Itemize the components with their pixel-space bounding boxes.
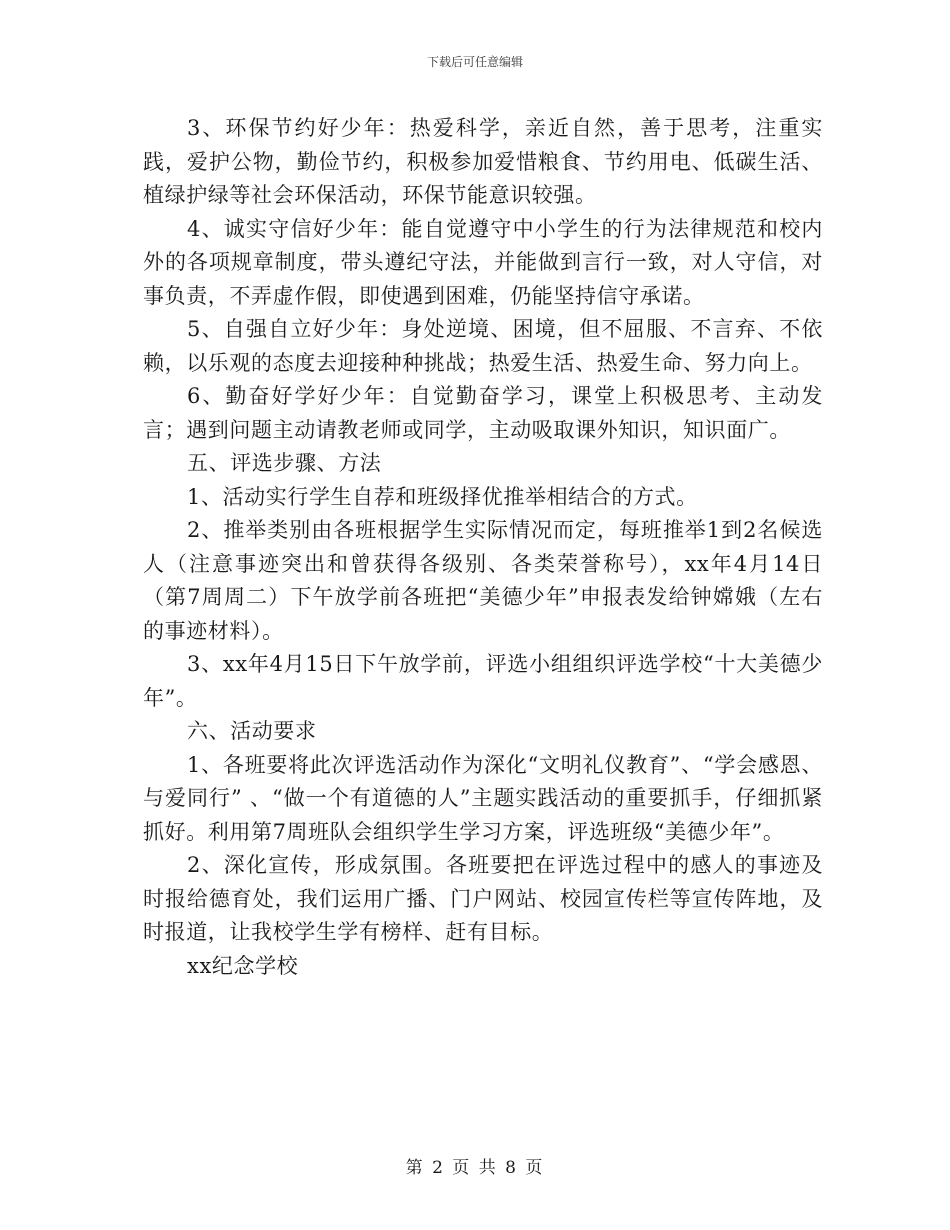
page-indicator: 第 2 页 共 8 页 <box>405 1158 545 1178</box>
section-heading-6: 六、活动要求 <box>187 719 317 743</box>
paragraph-criteria-3: 3、环保节约好少年：热爱科学，亲近自然，善于思考，注重实践，爱护公物，勤俭节约，积极参加爱惜粮食、节约用电、低碳生活、植绿护绿等社会环保活动，环保节能意识较强。 <box>143 116 823 207</box>
section-heading-5: 五、评选步骤、方法 <box>187 451 382 475</box>
document-body <box>143 112 823 983</box>
signature-school: xx纪念学校 <box>187 953 299 978</box>
paragraph-criteria-4: 4、诚实守信好少年：能自觉遵守中小学生的行为法律规范和校内外的各项规章制度，带头遵纪守法，并能做到言行一致，对人守信，对事负责，不弄虚作假，即使遇到困难，仍能坚持信守承诺。 <box>143 216 823 308</box>
paragraph-steps-2: 2、推举类别由各班根据学生实际情况而定，每班推举1到2名候选人（注意事迹突出和曾获得各级别、各类荣誉称号），xx年4月14日（第7周周二）下午放学前各班把“美德少年”申报表发给钟嫦娥（左右的事迹材料）。 <box>143 518 823 643</box>
paragraph-criteria-6: 6、勤奋好学好少年：自觉勤奋学习，课堂上积极思考、主动发言；遇到问题主动请教老师或同学，主动吸取课外知识，知识面广。 <box>143 384 823 442</box>
paragraph-steps-3: 3、xx年4月15日下午放学前，评选小组组织评选学校“十大美德少年”。 <box>143 652 823 710</box>
paragraph-criteria-5: 5、自强自立好少年：身处逆境、困境，但不屈服、不言弃、不依赖，以乐观的态度去迎接种种挑战；热爱生活、热爱生命、努力向上。 <box>143 317 823 375</box>
paragraph-steps-1: 1、活动实行学生自荐和班级择优推举相结合的方式。 <box>187 484 698 509</box>
header-note: 下载后可任意编辑 <box>426 55 523 69</box>
paragraph-requirements-2: 2、深化宣传，形成氛围。各班要把在评选过程中的感人的事迹及时报给德育处，我们运用广播、门户网站、校园宣传栏等宣传阵地，及时报道，让我校学生学有榜样、赶有目标。 <box>143 853 823 944</box>
paragraph-requirements-1: 1、各班要将此次评选活动作为深化“文明礼仪教育”、“学会感恩、与爱同行” 、“做一个有道德的人”主题实践活动的重要抓手，仔细抓紧抓好。利用第7周班队会组织学生学习方案，评选班级“美德少年”。 <box>143 752 823 844</box>
